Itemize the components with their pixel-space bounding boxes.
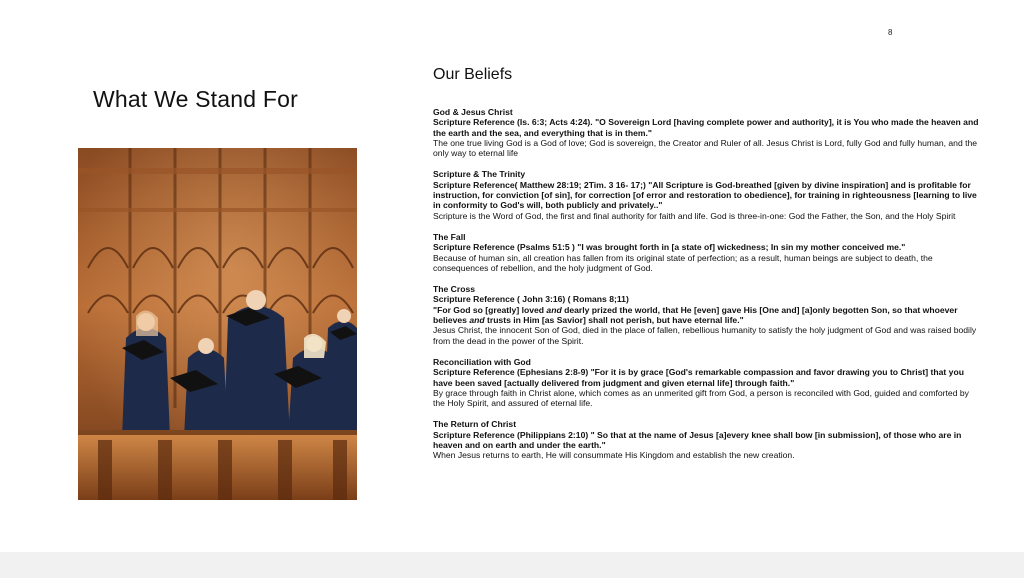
bottom-bar [0,552,1024,578]
scripture-reference: Scripture Reference (Ephesians 2:8-9) "For it is by grace [God's remarkable compassion and favor drawing you to Christ] that you have been saved [actually delivered from judgment and given eternal life] through faith." [433,367,964,388]
belief-item [433,419,981,460]
scripture-reference: Scripture Reference (Is. 6:3; Acts 4:24). "O Sovereign Lord [having complete power and authority], it is You who made the heaven and the earth and the sea, and everything that is in them." [433,117,979,138]
belief-title: God & Jesus Christ [433,107,513,117]
beliefs-heading: Our Beliefs [433,66,513,83]
belief-title: Reconciliation with God [433,356,531,367]
verse-text-middle: dearly prized the world, that He [even] gave His [One and] [a]only begotten Son, so that whoever believes [433,304,958,326]
belief-title: Scripture & The Trinity [433,169,526,180]
section-title: What We Stand For [93,86,298,112]
belief-item [433,107,981,158]
verse-emphasis: and [469,315,485,326]
scripture-reference: Scripture Reference( Matthew 28:19; 2Tim. 3 16- 17;) "All Scripture is God-breathed [given by divine inspiration] and is profitable for instruction, for conviction [of sin], for correction [of error and restoration to obedience], for training in righteousness [learning to live in conformity to God's will, both publicly and privately.." [433,179,977,211]
belief-item [433,232,981,273]
belief-summary: Jesus Christ, the innocent Son of God, died in the place of fallen, rebellious humanity to satisfy the holy judgment of God and was raised bodily from the dead in the power of the Spirit. [433,325,977,346]
choir-photo [78,148,357,500]
choir-photo-illustration [78,148,357,500]
scripture-reference: Scripture Reference (Philippians 2:10) " So that at the name of Jesus [a]every knee shall bow [in submission], of those who are in heaven and on earth and under the earth." [433,429,962,451]
verse-text-start: "For God so [greatly] loved [433,304,547,315]
belief-title: The Return of Christ [433,419,517,430]
belief-summary: The one true living God is a God of love; God is sovereign, the Creator and Ruler of all. Jesus Christ is Lord, fully God and fully human, and the only way to eternal life [433,137,978,159]
beliefs-list [433,107,981,472]
scripture-reference: Scripture Reference ( John 3:16) ( Romans 8;11) [433,294,629,305]
belief-item [433,357,981,408]
scripture-reference: Scripture Reference (Psalms 51:5 ) "I was brought forth in [a state of] wickedness; In sin my mother conceived me." [433,242,906,253]
belief-title: The Fall [433,231,466,242]
verse-emphasis: and [546,304,562,315]
belief-summary: Because of human sin, all creation has fallen from its original state of perfection; as a result, human beings are subject to death, the consequences of rebellion, and the holy judgment of God. [433,252,933,273]
belief-item [433,284,981,346]
belief-summary: Scripture is the Word of God, the first and final authority for faith and life. God is three-in-one: God the Father, the Son, and the Holy Spirit [433,210,956,221]
belief-item [433,169,981,220]
belief-summary: When Jesus returns to earth, He will consummate His Kingdom and establish the new creation. [433,450,795,461]
page-number: 8 [888,28,893,37]
belief-title: The Cross [433,284,476,295]
belief-summary: By grace through faith in Christ alone, which comes as an unmerited gift from God, a person is reconciled with God, guided and comforted by the Holy Spirit, and assured of eternal life. [433,387,969,409]
scripture-verse [433,305,981,326]
verse-text-end: trusts in Him [as Savior] shall not perish, but have eternal life." [484,315,744,326]
